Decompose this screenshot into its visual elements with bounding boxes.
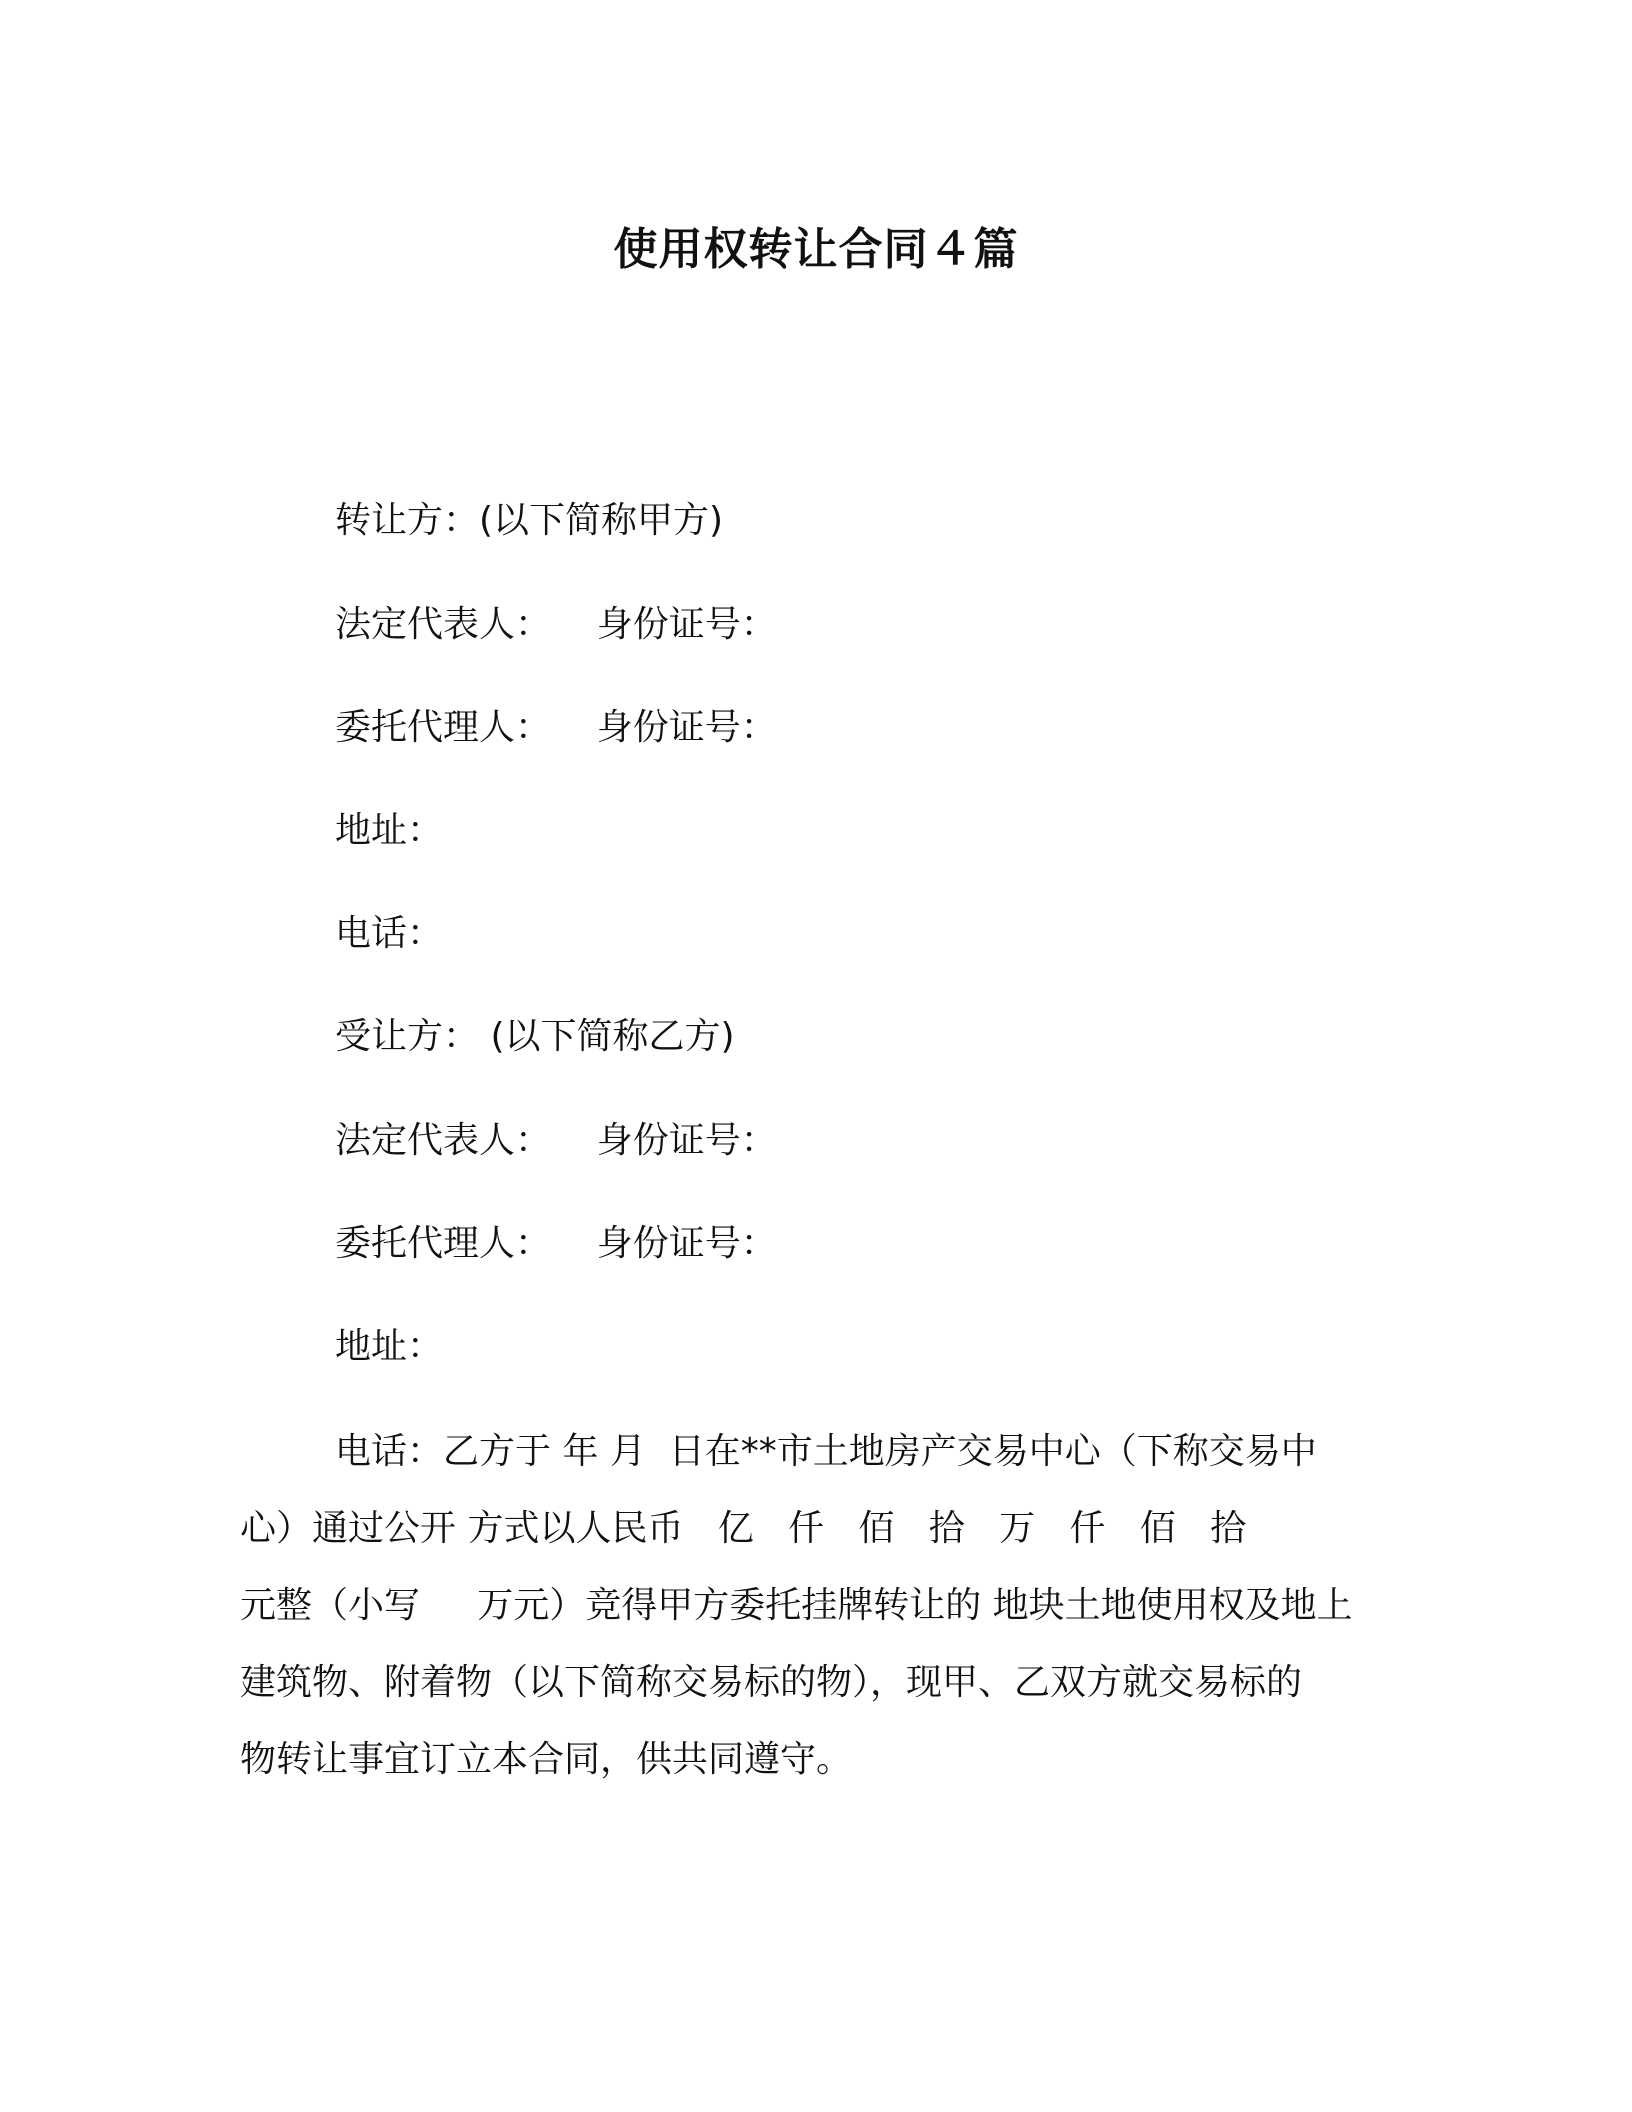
transferor-address-line: 地址： [335,810,444,851]
contract-preamble-paragraph [240,1429,1390,1789]
paragraph-line: 物转让事宜订立本合同，供共同遵守。 [240,1739,853,1780]
page-title: 使用权转让合同４篇 [613,224,1019,275]
transferor-legal-rep-line: 法定代表人： 身份证号： [335,604,777,645]
paragraph-line: 心）通过公开 方式以人民币 亿 仟 佰 拾 万 仟 佰 拾 [240,1508,1247,1549]
transferee-legal-rep-line: 法定代表人： 身份证号： [335,1120,777,1161]
transferee-agent-line: 委托代理人： 身份证号： [335,1223,777,1264]
transferor-agent-line: 委托代理人： 身份证号： [335,707,777,748]
paragraph-line: 电话：乙方于 年 月 日在**市土地房产交易中心（下称交易中 [335,1431,1317,1472]
transferee-address-line: 地址： [335,1326,444,1367]
transferor-phone-line: 电话： [335,913,444,954]
transferee-line: 受让方： (以下简称乙方) [335,1016,735,1057]
paragraph-line: 建筑物、附着物（以下简称交易标的物），现甲、乙双方就交易标的 [240,1662,1303,1703]
transferor-line: 转让方：(以下简称甲方) [335,500,724,541]
paragraph-line: 元整（小写 万元）竞得甲方委托挂牌转让的 地块土地使用权及地上 [240,1585,1353,1626]
